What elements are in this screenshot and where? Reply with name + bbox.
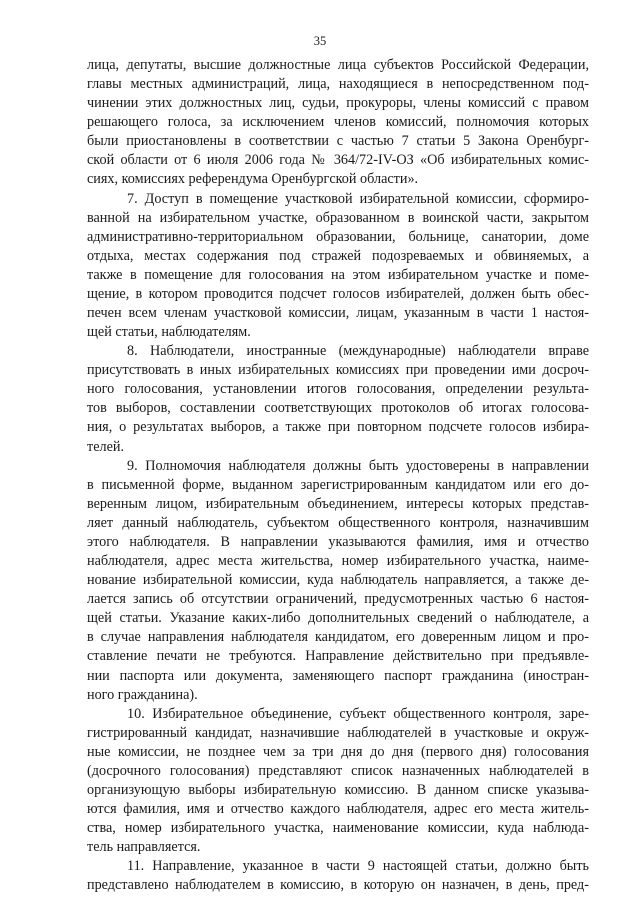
- text-line: щение, в котором проводится подсчет голосов избирателей, должен быть обес-: [87, 285, 589, 302]
- text-line: печен всем членам участковой комиссии, лицам, указанным в части 1 настоя-: [87, 305, 589, 322]
- text-line: тов выборов, составлении соответствующих протоколов об итогах голосова-: [87, 400, 589, 417]
- page-number: 35: [313, 34, 327, 48]
- text-line: 10. Избирательное объединение, субъект общественного контроля, заре-: [127, 705, 589, 722]
- body-text: [87, 56, 589, 895]
- text-line: ния, о результатах выборов, а также при повторном подсчете голосов избира-: [87, 419, 589, 436]
- text-line: нии паспорта или документа, заменяющего паспорт гражданина (иностран-: [87, 667, 589, 684]
- text-line: ванной на избирательном участке, образованном в воинской части, закрытом: [87, 209, 589, 226]
- text-line: веренным лицом, избирательным объединением, интересы которых представ-: [87, 495, 589, 512]
- text-line: нование избирательной комиссии, куда наблюдатель направляется, а также де-: [87, 572, 589, 589]
- text-line: ются фамилия, имя и отчество каждого наблюдателя, адрес его места житель-: [87, 801, 589, 818]
- text-line: ляет данный наблюдатель, субъектом общественного контроля, назначившим: [87, 514, 589, 531]
- text-line: ства, номер избирательного участка, наименование комиссии, куда наблюда-: [87, 820, 589, 837]
- text-line: организующую выборы избирательную комиссию. В данном списке указыва-: [87, 781, 589, 798]
- text-line: ской области от 6 июля 2006 года № 364/72-IV-ОЗ «Об избирательных комис-: [87, 152, 589, 169]
- text-line: были приостановлены в соответствии с частью 7 статьи 5 Закона Оренбург-: [87, 133, 589, 150]
- text-line: в письменной форме, выданном зарегистрированным кандидатом или его до-: [87, 476, 589, 493]
- text-line: (досрочного голосования) представляют список назначенных наблюдателей в: [87, 762, 589, 779]
- text-line: ные комиссии, не позднее чем за три дня до дня (первого дня) голосования: [87, 743, 589, 760]
- text-line: 8. Наблюдатели, иностранные (международные) наблюдатели вправе: [127, 343, 589, 360]
- text-line: щей статьи, наблюдателям.: [87, 324, 251, 341]
- text-line: чинении этих должностных лиц, судьи, прокуроры, члены комиссий с правом: [87, 95, 589, 112]
- text-line: ного гражданина).: [87, 686, 198, 703]
- text-line: ного голосования, установлении итогов голосования, определении результа-: [87, 381, 589, 398]
- text-line: в случае направления наблюдателя кандидатом, его доверенным лицом и про-: [87, 629, 589, 646]
- text-line: 9. Полномочия наблюдателя должны быть удостоверены в направлении: [127, 457, 589, 474]
- text-line: лается запись об отсутствии ограничений, предусмотренных частью 6 настоя-: [87, 591, 589, 608]
- text-line: присутствовать в иных избирательных комиссиях при проведении ими досроч-: [87, 362, 589, 379]
- text-line: тель направляется.: [87, 839, 201, 856]
- text-line: административно-территориальном образовании, больнице, санатории, доме: [87, 228, 589, 245]
- text-line: главы местных администраций, лица, находящиеся в непосредственном под-: [87, 76, 589, 93]
- text-line: представлено наблюдателем в комиссию, в которую он назначен, в день, пред-: [87, 877, 589, 894]
- text-line: также в помещение для голосования на этом избирательном участке и поме-: [87, 266, 589, 283]
- text-line: телей.: [87, 438, 125, 455]
- text-line: 7. Доступ в помещение участковой избирательной комиссии, сформиро-: [127, 190, 589, 207]
- text-line: щей статьи. Указание каких-либо дополнительных сведений о наблюдателе, а: [87, 610, 589, 627]
- text-line: 11. Направление, указанное в части 9 настоящей статьи, должно быть: [127, 858, 589, 875]
- text-line: решающего голоса, за исключением членов комиссий, полномочия которых: [87, 114, 589, 131]
- text-line: сиях, комиссиях референдума Оренбургской области».: [87, 171, 419, 188]
- text-line: гистрированный кандидат, назначившие наблюдателей в участковые и окруж-: [87, 724, 589, 741]
- text-line: этого наблюдателя. В направлении указываются фамилия, имя и отчество: [87, 533, 589, 550]
- text-line: наблюдателя, адрес места жительства, номер избирательного участка, наиме-: [87, 553, 589, 570]
- text-line: лица, депутаты, высшие должностные лица субъектов Российской Федерации,: [87, 57, 589, 73]
- text-line: ставление печати не требуются. Направление действительно при предъявле-: [87, 648, 589, 665]
- text-line: отдыха, местах содержания под стражей подозреваемых и обвиняемых, а: [87, 247, 589, 264]
